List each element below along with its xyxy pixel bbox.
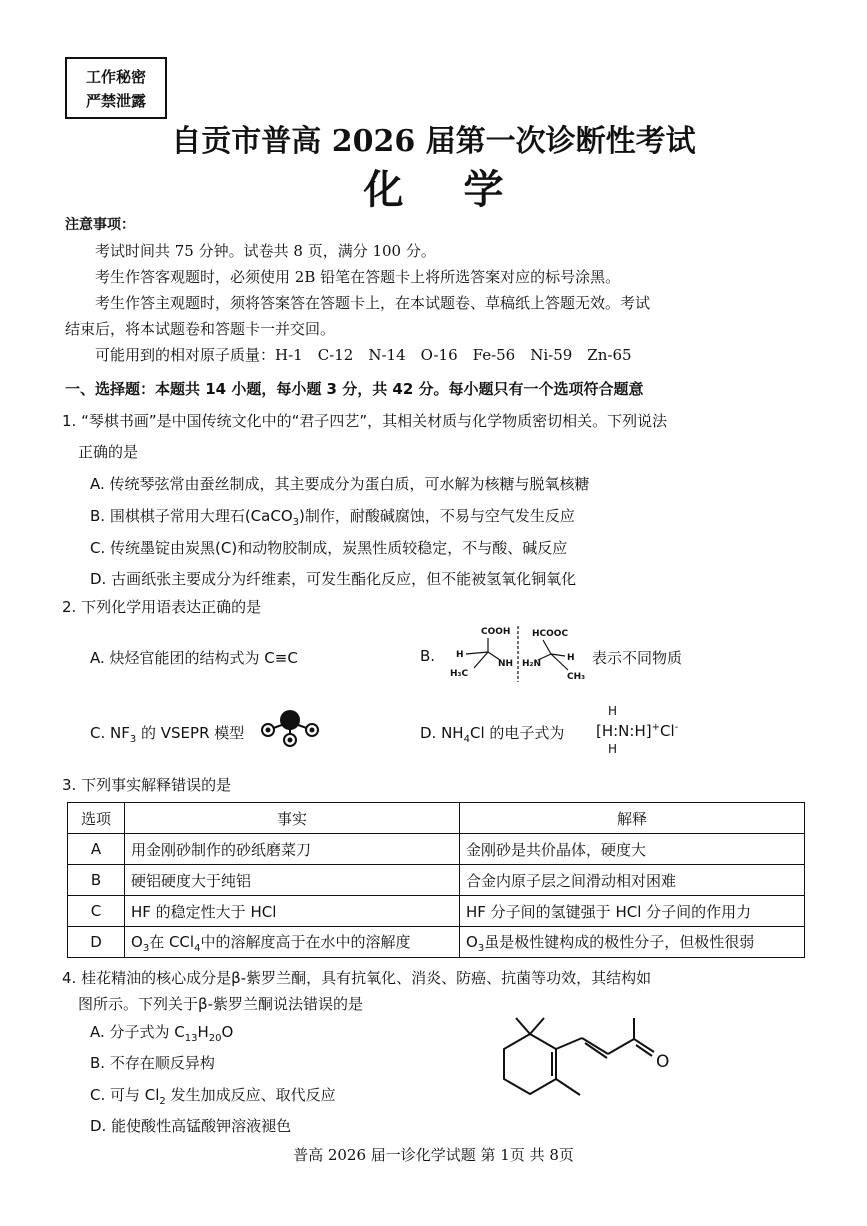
note-line-2: 考生作答客观题时，必须使用 2B 铅笔在答题卡上将所选答案对应的标号涂黑。 [95, 268, 621, 286]
note-line-1: 考试时间共 75 分钟。试卷共 8 页，满分 100 分。 [95, 242, 436, 260]
notes-heading: 注意事项： [65, 217, 135, 233]
q1-stem-line-2: 正确的是 [78, 443, 139, 461]
row-option: A [68, 834, 125, 865]
q4-option-a: A. 分子式为 $C_{13}H_{20}O$ [90, 1023, 234, 1044]
h2n-right: H₂N [522, 659, 542, 669]
page-footer: 普高 2026 届一诊化学试题 第 1页 共 8页 [293, 1146, 574, 1164]
row-fact: 用金刚砂制作的砂纸磨菜刀 [125, 834, 460, 865]
row-option: B [68, 865, 125, 896]
table-row [68, 865, 805, 896]
header-explanation: 解释 [460, 803, 805, 834]
q2-option-a: A. 炔烃官能团的结构式为 C≡C [90, 649, 298, 667]
q2-option-c: C. $NF_3$ 的 VSEPR 模型 [90, 724, 245, 745]
ch3-right: CH₃ [567, 672, 586, 682]
beta-ionone-structure [490, 1012, 690, 1127]
section-heading: 一、选择题：本题共 14 小题，每小题 3 分，共 42 分。每小题只有一个选项符合题意 [65, 380, 644, 398]
q1-option-a: A. 传统琴弦常由蚕丝制成，其主要成分为蛋白质，可水解为核糖与脱氧核糖 [90, 475, 590, 493]
confidential-line-2: 严禁泄露 [85, 92, 146, 110]
confidential-line-1: 工作秘密 [85, 68, 146, 86]
facts-table [67, 802, 805, 958]
table-row [68, 927, 805, 958]
h-right: H [567, 653, 575, 663]
vsepr-model-icon [256, 708, 326, 748]
q1-option-c: C. 传统墨锭由炭黑(C)和动物胶制成，炭黑性质较稳定，不与酸、碱反应 [90, 539, 568, 557]
q2-option-b-text: 表示不同物质 [592, 649, 683, 667]
hcooc-right: HCOOC [532, 629, 569, 639]
ammonium-electron-formula: [H:N:H]+Cl- [596, 722, 679, 740]
confidential-stamp [65, 57, 167, 119]
table-row [68, 834, 805, 865]
row-fact: 硬铝硬度大于纯铝 [125, 865, 460, 896]
electron-h-top: H [608, 704, 618, 718]
header-fact: 事实 [125, 803, 460, 834]
q4-stem-line-2: 图所示。下列关于β-紫罗兰酮说法错误的是 [78, 995, 363, 1013]
q2-option-d: D. $NH_4Cl$ 的电子式为 [420, 724, 565, 745]
ch3-left: H₃C [450, 669, 469, 679]
row-explanation: $O_3$虽是极性键构成的极性分子，但极性很弱 [460, 927, 805, 958]
row-option: C [68, 896, 125, 927]
subject-title: 化学 [363, 166, 564, 213]
note-line-4: 结束后，将本试题卷和答题卡一并交回。 [65, 320, 336, 338]
cooh-left: COOH [481, 627, 511, 637]
exam-title: 自贡市普高 2026 届第一次诊断性考试 [171, 124, 696, 159]
table-header-row [68, 803, 805, 834]
q2-stem: 2. 下列化学用语表达正确的是 [62, 598, 262, 616]
h-left: H [456, 650, 464, 660]
note-line-3: 考生作答主观题时，须将答案答在答题卡上，在本试题卷、草稿纸上答题无效。考试 [95, 294, 651, 312]
row-explanation: 合金内原子层之间滑动相对困难 [460, 865, 805, 896]
nh-left: NH [498, 659, 514, 669]
q1-option-d: D. 古画纸张主要成分为纤维素，可发生酯化反应，但不能被氢氧化铜氧化 [90, 570, 577, 588]
table-row [68, 896, 805, 927]
row-explanation: HF 分子间的氢键强于 HCl 分子间的作用力 [460, 896, 805, 927]
q3-stem: 3. 下列事实解释错误的是 [62, 776, 232, 794]
amino-acid-mirror-structures [448, 622, 598, 684]
q4-option-b: B. 不存在顺反异构 [90, 1054, 215, 1072]
row-explanation: 金刚砂是共价晶体，硬度大 [460, 834, 805, 865]
q1-stem-line-1: 1. “琴棋书画”是中国传统文化中的“君子四艺”，其相关材质与化学物质密切相关。下列说法 [62, 412, 668, 430]
q4-option-d: D. 能使酸性高锰酸钾溶液褪色 [90, 1117, 292, 1135]
row-fact: $O_3$在 CCl$_4$中的溶解度高于在水中的溶解度 [125, 927, 460, 958]
carbonyl-oxygen: O [656, 1052, 670, 1072]
header-option: 选项 [68, 803, 125, 834]
row-fact: HF 的稳定性大于 HCl [125, 896, 460, 927]
q1-option-b: B. 围棋棋子常用大理石(CaCO$_3$)制作，耐酸碱腐蚀，不易与空气发生反应 [90, 507, 575, 528]
q2-option-b-label: B. [420, 647, 436, 665]
q4-option-c: C. 可与 $Cl_2$ 发生加成反应、取代反应 [90, 1086, 336, 1107]
atomic-masses: 可能用到的相对原子质量：H-1 C-12 N-14 O-16 Fe-56 Ni-59 Zn-65 [95, 346, 632, 364]
q4-stem-line-1: 4. 桂花精油的核心成分是β-紫罗兰酮，具有抗氧化、消炎、防癌、抗菌等功效，其结构如 [62, 969, 652, 987]
electron-h-bottom: H [608, 742, 618, 756]
row-option: D [68, 927, 125, 958]
